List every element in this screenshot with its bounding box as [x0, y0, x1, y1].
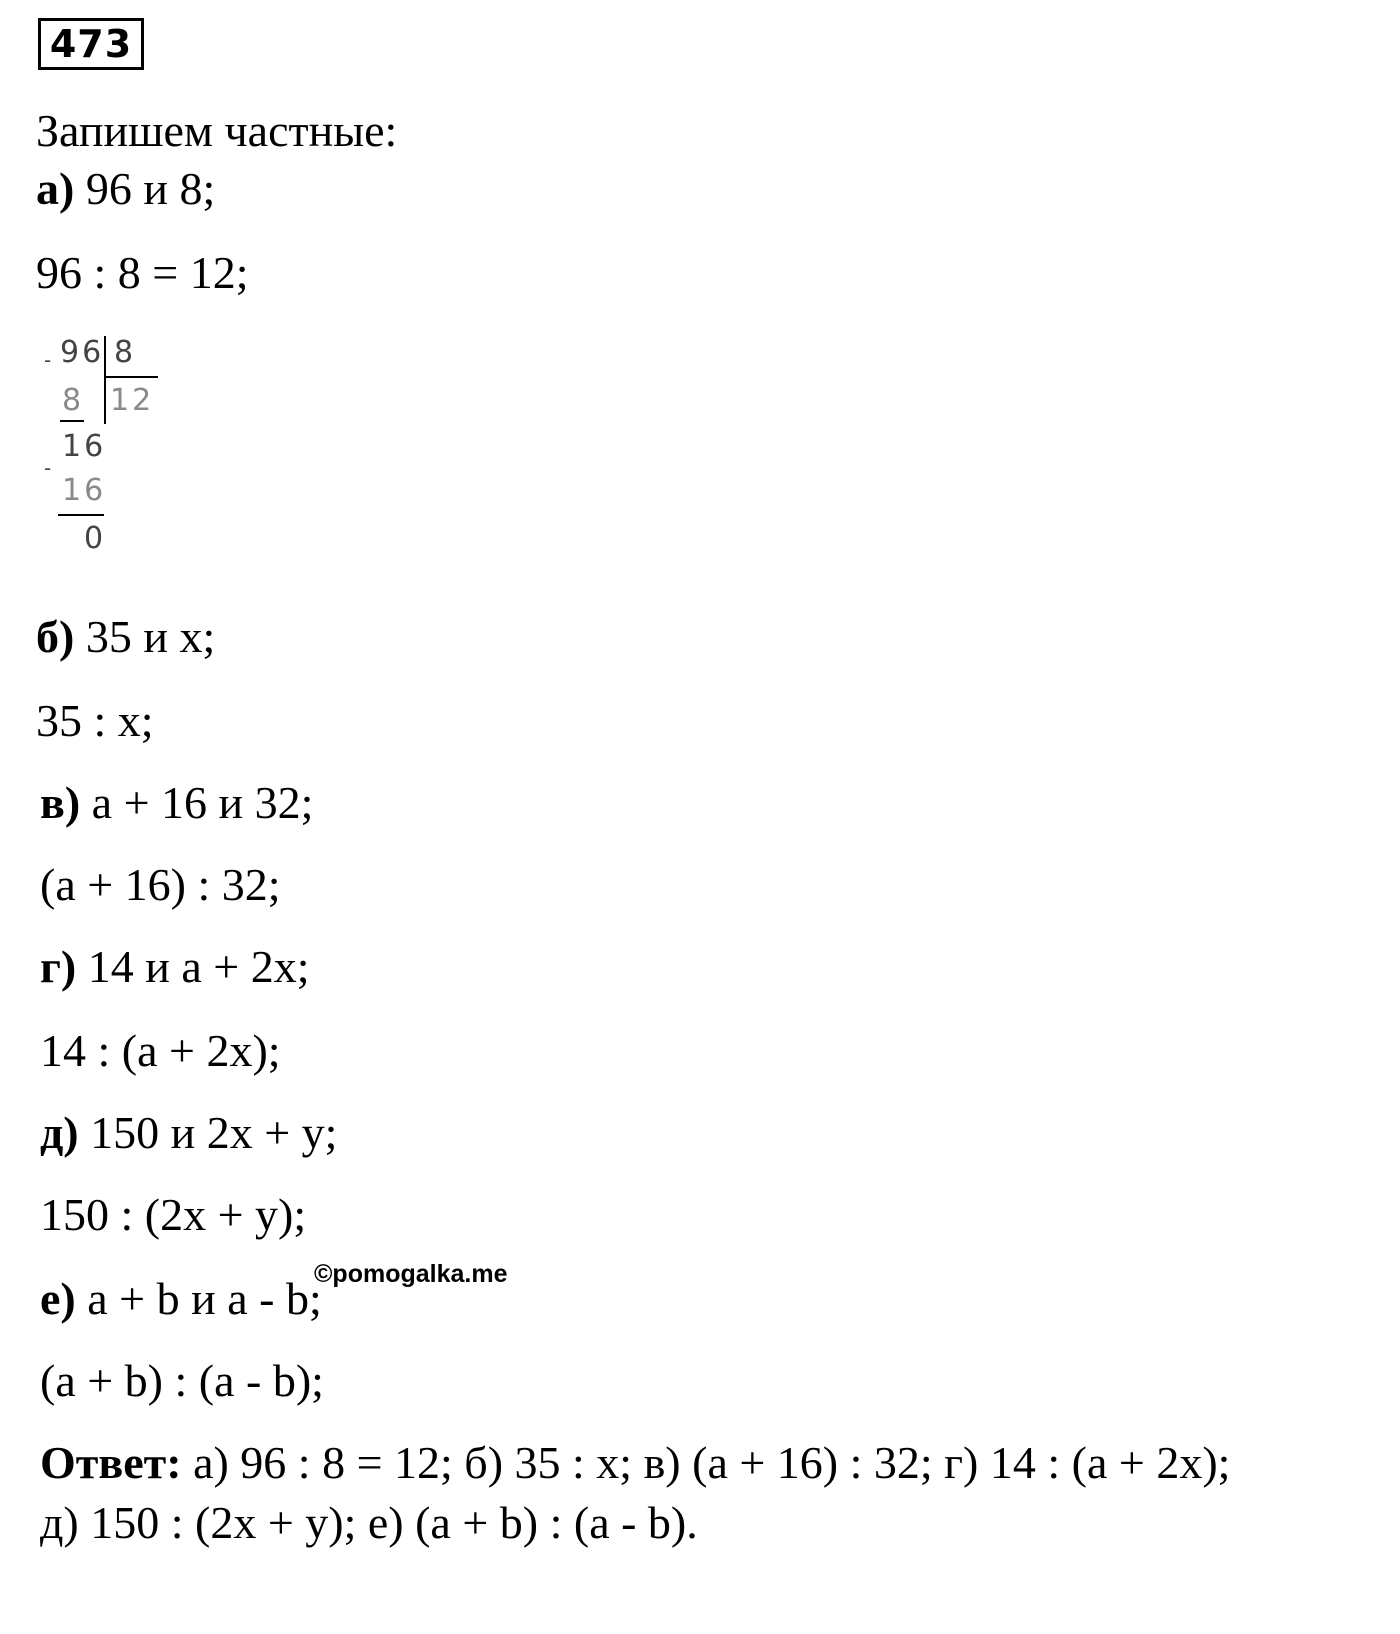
- item-e-statement: [40, 1273, 322, 1324]
- item-a-statement: [36, 163, 216, 214]
- division-vertical-line: [104, 336, 106, 424]
- item-g-text: 14 и a + 2x;: [76, 941, 310, 992]
- item-d-label: д): [40, 1107, 79, 1158]
- item-a-label: а): [36, 163, 75, 214]
- item-v-result: (a + 16) : 32;: [40, 859, 281, 910]
- item-d-result: 150 : (2x + y);: [40, 1189, 307, 1240]
- division-remainder-1: 16: [62, 429, 107, 464]
- intro-text: Запишем частные:: [36, 105, 398, 156]
- item-b-label: б): [36, 611, 75, 662]
- division-minus-1: -: [44, 348, 55, 372]
- answer-text-1: а) 96 : 8 = 12; б) 35 : x; в) (a + 16) : 32; г) 14 : (a + 2x);: [181, 1437, 1231, 1488]
- division-quotient-line: [104, 376, 158, 378]
- item-b-text: 35 и x;: [74, 611, 216, 662]
- answer-line-2: д) 150 : (2x + y); е) (a + b) : (a - b).: [40, 1497, 698, 1548]
- item-e-label: е): [40, 1273, 76, 1324]
- division-minus-2: -: [44, 456, 55, 480]
- division-subtrahend-1: 8: [62, 383, 85, 418]
- watermark: ©pomogalka.me: [314, 1260, 508, 1288]
- long-division: [40, 330, 180, 560]
- item-b-result: 35 : x;: [36, 695, 154, 746]
- item-g-statement: [40, 941, 310, 992]
- item-g-label: г): [40, 941, 77, 992]
- item-v-statement: [40, 777, 314, 828]
- answer-line-1: [40, 1437, 1231, 1488]
- item-v-label: в): [40, 777, 81, 828]
- item-d-statement: [40, 1107, 338, 1158]
- division-remainder-final: 0: [84, 521, 107, 556]
- item-b-statement: [36, 611, 216, 662]
- item-a-result: 96 : 8 = 12;: [36, 247, 249, 298]
- division-quotient: 12: [110, 383, 155, 418]
- division-dividend: 96: [60, 335, 105, 370]
- item-e-text: a + b и a - b;: [75, 1273, 322, 1324]
- item-a-text: 96 и 8;: [74, 163, 216, 214]
- item-e-result: (a + b) : (a - b);: [40, 1355, 324, 1406]
- item-d-text: 150 и 2x + y;: [78, 1107, 338, 1158]
- answer-label: Ответ:: [40, 1437, 182, 1488]
- task-number: 473: [38, 18, 144, 70]
- division-underline-1: [60, 420, 84, 422]
- division-divisor: 8: [114, 335, 137, 370]
- item-v-text: a + 16 и 32;: [80, 777, 314, 828]
- division-underline-2: [58, 514, 104, 516]
- item-g-result: 14 : (a + 2x);: [40, 1025, 281, 1076]
- division-subtrahend-2: 16: [62, 473, 107, 508]
